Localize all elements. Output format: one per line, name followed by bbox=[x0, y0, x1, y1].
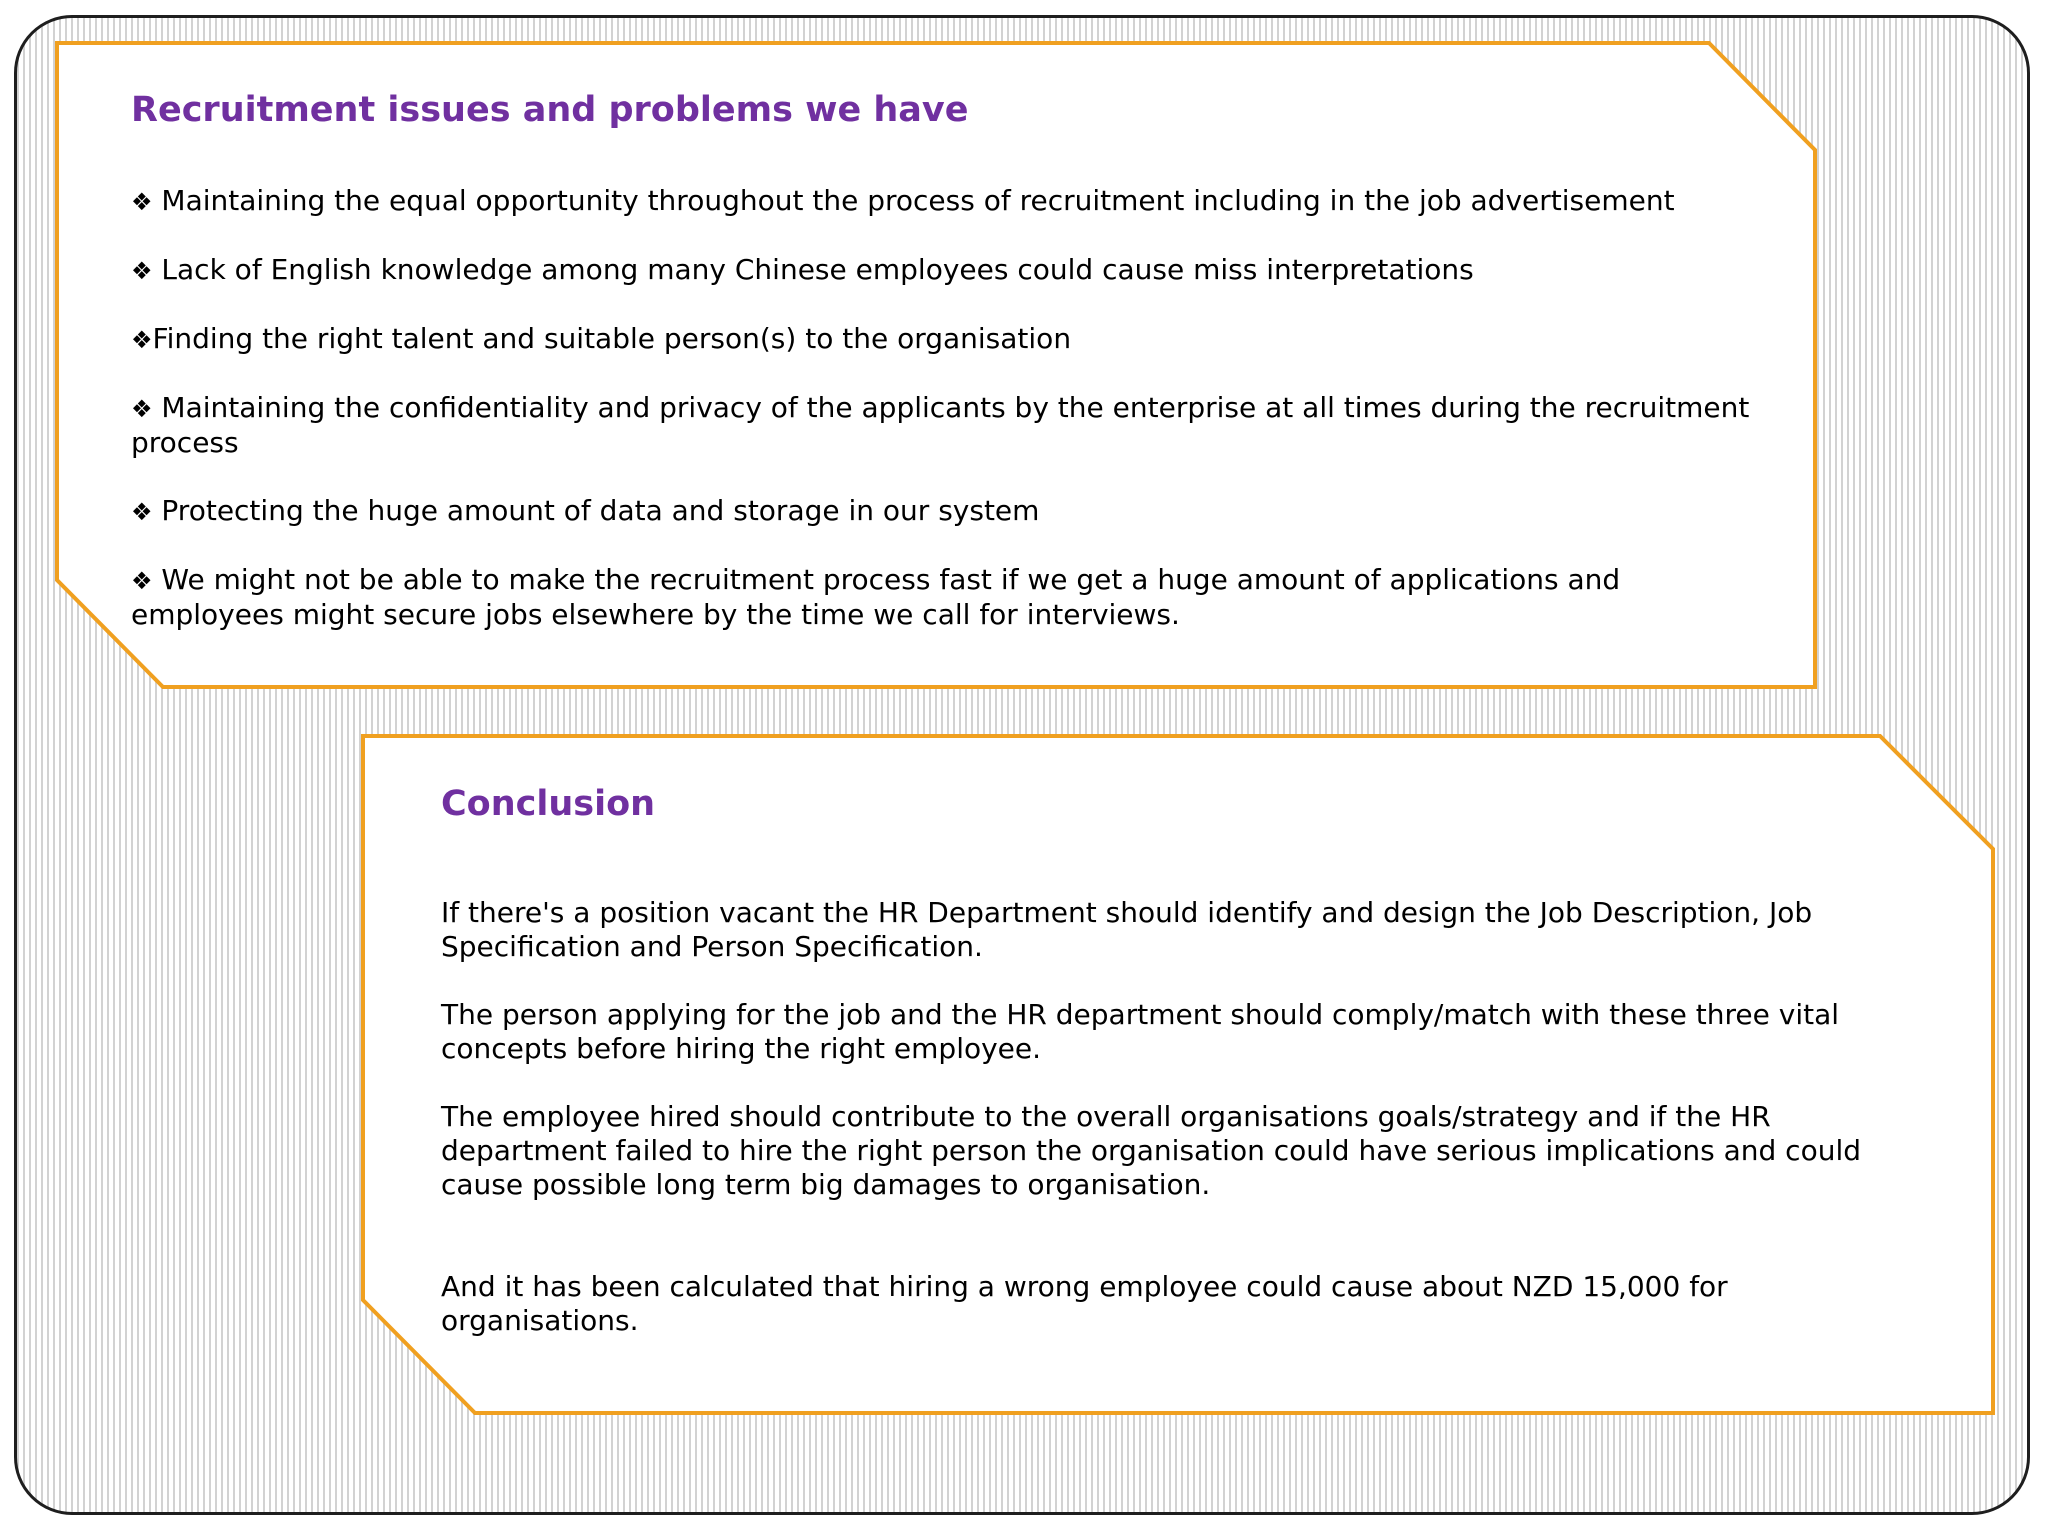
issue-text: Maintaining the equal opportunity throughout the process of recruitment including in the job advertisement bbox=[152, 184, 1675, 217]
issues-list bbox=[131, 184, 1781, 632]
issue-text: Protecting the huge amount of data and storage in our system bbox=[152, 494, 1040, 527]
issue-item bbox=[131, 253, 1781, 288]
diamond-bullet-icon: ❖ bbox=[131, 395, 153, 423]
issues-title: Recruitment issues and problems we have bbox=[131, 90, 969, 130]
issue-text: Finding the right talent and suitable person(s) to the organisation bbox=[152, 322, 1072, 355]
issue-item bbox=[131, 391, 1781, 460]
diamond-bullet-icon: ❖ bbox=[131, 326, 153, 354]
conclusion-paragraph: The person applying for the job and the HR department should comply/match with these three vital concepts before hiring the right employee. bbox=[441, 998, 1840, 1065]
diamond-bullet-icon: ❖ bbox=[131, 257, 153, 285]
conclusion-title: Conclusion bbox=[441, 784, 656, 824]
diamond-bullet-icon: ❖ bbox=[131, 567, 153, 595]
issue-item bbox=[131, 184, 1781, 219]
conclusion-panel bbox=[441, 782, 1921, 1372]
diamond-bullet-icon: ❖ bbox=[131, 498, 153, 526]
conclusion-body bbox=[441, 896, 1921, 1338]
conclusion-paragraph: If there's a position vacant the HR Department should identify and design the Job Description, Job Specification and Person Specification. bbox=[441, 896, 1813, 963]
conclusion-paragraph: The employee hired should contribute to the overall organisations goals/strategy and if the HR department failed to hire the right person the organisation could have serious implications and could cause possible long term big damages to organisation. bbox=[441, 1100, 1862, 1201]
issue-text: We might not be able to make the recruitment process fast if we get a huge amount of applications and employees might secure jobs elsewhere by the time we call for interviews. bbox=[131, 563, 1621, 631]
issue-text: Maintaining the confidentiality and privacy of the applicants by the enterprise at all times during the recruitment process bbox=[131, 391, 1750, 459]
issue-item bbox=[131, 322, 1781, 357]
issues-panel bbox=[131, 88, 1781, 666]
diamond-bullet-icon: ❖ bbox=[131, 188, 153, 216]
issue-text: Lack of English knowledge among many Chinese employees could cause miss interpretations bbox=[152, 253, 1474, 286]
issue-item bbox=[131, 494, 1781, 529]
issue-item bbox=[131, 563, 1781, 632]
conclusion-paragraph: And it has been calculated that hiring a wrong employee could cause about NZD 15,000 for organisations. bbox=[441, 1270, 1728, 1337]
